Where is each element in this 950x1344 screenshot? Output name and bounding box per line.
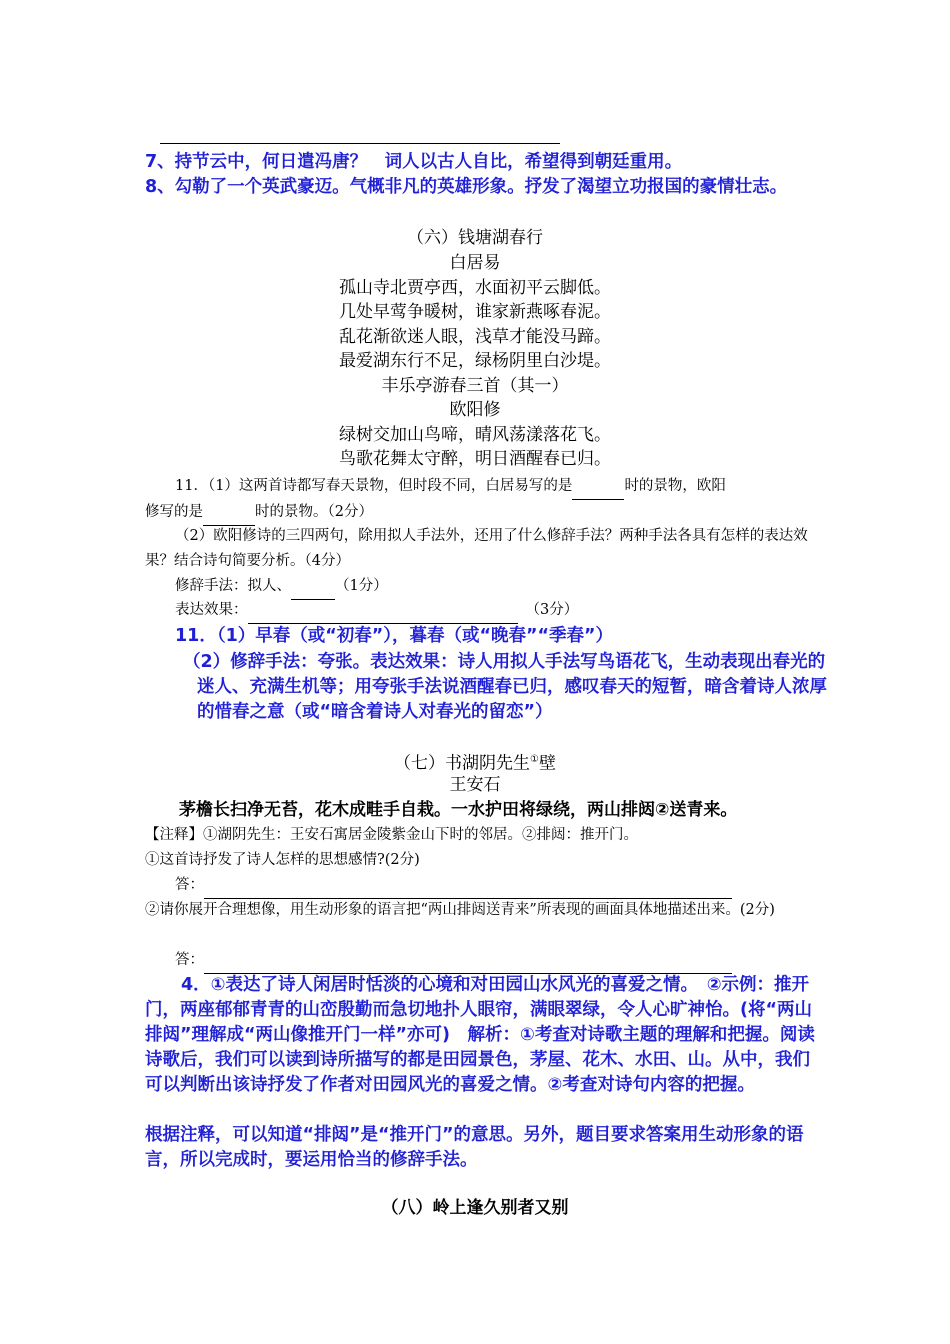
blank bbox=[204, 873, 732, 899]
answer-4: 4．①表达了诗人闲居时恬淡的心境和对田园山水风光的喜爱之情。 ②示例：推开门，两座郁郁青青的山峦殷勤而急切地扑人眼帘，满眼翠绿，令人心旷神怡。(将“两山排闼”理解成“两山像推开门一样”亦可) 解析：①考查对诗歌主题的理解和把握。阅读诗歌后，我们可以读到诗所描写的都是田园景色，茅屋、花木、水田、山。从中，我们可以判断出该诗抒发了作者对田园风光的喜爱之情。②考查对诗句内容的把握。 bbox=[145, 975, 815, 1095]
answer-7: 7、持节云中，何日遣冯唐？ 词人以古人自比，希望得到朝廷重用。 bbox=[145, 152, 683, 172]
poem6-title2: 丰乐亭游春三首（其一） bbox=[381, 376, 569, 396]
poem7-line: 茅檐长扫净无苔，花木成畦手自栽。一水护田将绿绕，两山排闼②送青来。 bbox=[179, 800, 738, 820]
question-11-part1: 11．（1）这两首诗都写春天景物，但时段不同，白居易写的是 时的景物，欧阳 修写的是 时的景物。（2分） bbox=[145, 474, 815, 526]
poem7-note: 【注释】①湖阴先生：王安石寓居金陵紫金山下时的邻居。②排闼：推开门。 bbox=[145, 827, 638, 843]
blank bbox=[203, 500, 255, 526]
poem7-author: 王安石 bbox=[449, 775, 501, 795]
section8-title: （八）岭上逢久别者又别 bbox=[381, 1198, 569, 1218]
poem6-line: 乱花渐欲迷人眼，浅草才能没马蹄。 bbox=[339, 327, 611, 347]
question-11-part3: 修辞手法：拟人、 （1分） bbox=[175, 574, 815, 600]
poem6-author: 白居易 bbox=[449, 253, 501, 273]
poem6-line: 孤山寺北贾亭西，水面初平云脚低。 bbox=[339, 278, 611, 298]
answer-8: 8、勾勒了一个英武豪迈。气概非凡的英雄形象。抒发了渴望立功报国的豪情壮志。 bbox=[145, 177, 788, 197]
poem6-title: （六）钱塘湖春行 bbox=[407, 228, 543, 248]
answer-4-continued: 根据注释，可以知道“排闼”是“推开门”的意思。另外，题目要求答案用生动形象的语言，所以完成时，要运用恰当的修辞手法。 bbox=[145, 1125, 804, 1170]
poem6-line2: 鸟歌花舞太守醉，明日酒醒春已归。 bbox=[339, 449, 611, 469]
answer-line bbox=[160, 143, 560, 144]
question-11-part4: 表达效果： （3分） bbox=[175, 598, 815, 624]
blank bbox=[204, 948, 732, 974]
poem7-question-2: ②请你展开合理想像，用生动形象的语言把“两山排闼送青来”所表现的画面具体地描述出来。(2分) bbox=[145, 902, 775, 918]
poem7-answer-line-2: 答： bbox=[175, 948, 815, 974]
poem6-author2: 欧阳修 bbox=[449, 400, 501, 420]
poem6-line: 几处早莺争暖树，谁家新燕啄春泥。 bbox=[339, 302, 611, 322]
poem7-title: （七）书湖阴先生①壁 bbox=[394, 753, 556, 774]
blank bbox=[572, 474, 624, 500]
answer-11-2: （2）修辞手法：夸张。表达效果：诗人用拟人手法写鸟语花飞，生动表现出春光的迷人、充满生机等；用夸张手法说酒醒春已归，感叹春天的短暂，暗含着诗人浓厚的惜春之意（或“暗含着诗人对春光的留恋”） bbox=[183, 652, 827, 722]
poem7-answer-line-1: 答： bbox=[175, 873, 815, 899]
poem6-line: 最爱湖东行不足，绿杨阴里白沙堤。 bbox=[339, 351, 611, 371]
blank bbox=[248, 598, 518, 624]
poem7-question-1: ①这首诗抒发了诗人怎样的思想感情?(2分) bbox=[145, 852, 420, 868]
question-11-part2: （2）欧阳修诗的三四两句，除用拟人手法外，还用了什么修辞手法？两种手法各具有怎样的表达效果？结合诗句简要分析。（4分） bbox=[145, 528, 808, 569]
answer-11-1: 11．（1）早春（或“初春”），暮春（或“晚春”“季春”） bbox=[175, 626, 614, 646]
poem6-line2: 绿树交加山鸟啼，晴风荡漾落花飞。 bbox=[339, 425, 611, 445]
blank bbox=[291, 574, 335, 600]
